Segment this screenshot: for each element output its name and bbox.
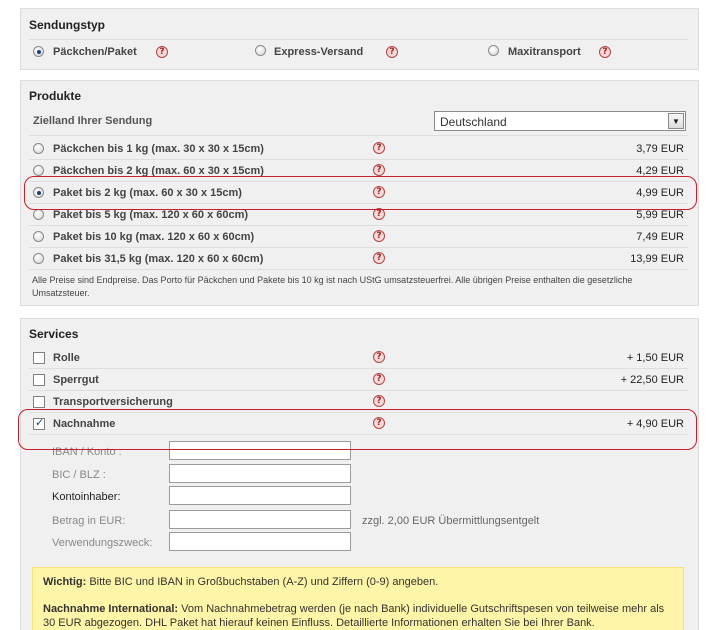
product-radio[interactable] xyxy=(33,231,44,242)
service-price: + 4,90 EUR xyxy=(626,418,684,430)
help-icon[interactable]: ? xyxy=(373,208,385,220)
service-price: + 1,50 EUR xyxy=(626,352,684,364)
country-row xyxy=(29,108,688,136)
help-icon[interactable]: ? xyxy=(373,164,385,176)
product-price: 4,99 EUR xyxy=(636,187,684,199)
product-price: 4,29 EUR xyxy=(636,165,684,177)
product-radio[interactable] xyxy=(33,165,44,176)
notice-international xyxy=(43,602,673,630)
sendungstyp-radio-maxi[interactable] xyxy=(488,45,499,56)
country-select[interactable] xyxy=(434,111,686,131)
product-radio[interactable] xyxy=(33,253,44,264)
service-price: + 22,50 EUR xyxy=(620,374,684,386)
product-label: Paket bis 5 kg (max. 120 x 60 x 60cm) xyxy=(53,209,249,221)
highlight-nachnahme xyxy=(18,409,697,450)
help-icon[interactable]: ? xyxy=(373,395,385,407)
service-checkbox[interactable] xyxy=(33,374,45,386)
service-label: Rolle xyxy=(53,352,80,364)
bic-label: BIC / BLZ : xyxy=(52,469,106,481)
notice-international-text: Vom Nachnahmebetrag werden (je nach Bank) individuelle Gutschriftspesen von teilweise mehr als 30 EUR abgezogen. DHL Paket hat hierauf keinen Einfluss. Detaillierte Informationen erhalten Sie bei Ihrer Bank. xyxy=(43,603,665,629)
service-row[interactable] xyxy=(29,369,688,391)
product-price: 3,79 EUR xyxy=(636,143,684,155)
notice-wichtig-text: Bitte BIC und IBAN in Großbuchstaben (A-Z) und Ziffern (0-9) angeben. xyxy=(86,576,439,588)
kontoinhaber-label: Kontoinhaber: xyxy=(52,491,121,503)
help-icon[interactable]: ? xyxy=(373,142,385,154)
service-checkbox[interactable] xyxy=(33,352,45,364)
price-note-line1: Alle Preise sind Endpreise. Das Porto für Päckchen und Pakete bis 10 kg ist nach UStG umsatzsteuerfrei. Alle übrigen Preise enthalten die gesetzliche xyxy=(32,275,633,285)
kontoinhaber-input[interactable] xyxy=(169,486,351,505)
country-select-value: Deutschland xyxy=(440,115,507,129)
product-price: 13,99 EUR xyxy=(630,253,684,265)
help-icon[interactable]: ? xyxy=(373,373,385,385)
betrag-hint: zzgl. 2,00 EUR Übermittlungsentgelt xyxy=(362,515,540,527)
product-label: Päckchen bis 1 kg (max. 30 x 30 x 15cm) xyxy=(53,143,264,155)
product-label: Paket bis 2 kg (max. 60 x 30 x 15cm) xyxy=(53,187,242,199)
sendungstyp-radio-paket[interactable] xyxy=(33,46,44,57)
service-label: Sperrgut xyxy=(53,374,99,386)
verwendungszweck-label: Verwendungszweck: xyxy=(52,537,153,549)
sendungstyp-panel xyxy=(20,8,699,70)
produkte-title: Produkte xyxy=(29,89,82,103)
iban-label: IBAN / Konto : xyxy=(52,446,122,458)
service-label: Nachnahme xyxy=(53,418,116,430)
help-icon[interactable]: ? xyxy=(373,186,385,198)
notice-wichtig-title: Wichtig: xyxy=(43,576,87,588)
help-icon[interactable]: ? xyxy=(373,230,385,242)
country-label: Zielland Ihrer Sendung xyxy=(33,115,153,127)
product-label: Paket bis 10 kg (max. 120 x 60 x 60cm) xyxy=(53,231,255,243)
help-icon[interactable]: ? xyxy=(373,351,385,363)
product-label: Paket bis 31,5 kg (max. 120 x 60 x 60cm) xyxy=(53,253,264,265)
product-price: 7,49 EUR xyxy=(636,231,684,243)
help-icon[interactable]: ? xyxy=(373,252,385,264)
product-row[interactable] xyxy=(29,226,688,248)
highlight-paket-2kg xyxy=(24,176,697,210)
product-row[interactable] xyxy=(29,138,688,160)
betrag-input[interactable] xyxy=(169,510,351,529)
help-icon[interactable]: ? xyxy=(386,46,398,58)
service-checkbox[interactable] xyxy=(33,396,45,408)
help-icon[interactable]: ? xyxy=(373,417,385,429)
price-note-line2: Umsatzsteuer. xyxy=(32,288,90,298)
product-radio[interactable] xyxy=(33,143,44,154)
sendungstyp-radio-express[interactable] xyxy=(255,45,266,56)
product-label: Päckchen bis 2 kg (max. 60 x 30 x 15cm) xyxy=(53,165,264,177)
help-icon[interactable]: ? xyxy=(156,46,168,58)
product-radio[interactable] xyxy=(33,209,44,220)
sendungstyp-title: Sendungstyp xyxy=(29,18,106,32)
sendungstyp-divider xyxy=(29,39,688,40)
sendungstyp-label-maxi[interactable]: Maxitransport xyxy=(508,46,581,58)
sendungstyp-label-paket[interactable]: Päckchen/Paket xyxy=(53,46,137,58)
chevron-down-icon[interactable]: ▼ xyxy=(668,113,684,129)
product-row[interactable] xyxy=(29,248,688,270)
service-label: Transportversicherung xyxy=(53,396,173,408)
services-title: Services xyxy=(29,327,79,341)
verwendungszweck-input[interactable] xyxy=(169,532,351,551)
notice-international-title: Nachnahme International: xyxy=(43,603,179,615)
nachnahme-notice xyxy=(32,567,684,630)
notice-wichtig xyxy=(43,575,673,589)
product-price: 5,99 EUR xyxy=(636,209,684,221)
betrag-label: Betrag in EUR: xyxy=(52,515,126,527)
bic-input[interactable] xyxy=(169,464,351,483)
service-row[interactable] xyxy=(29,347,688,369)
help-icon[interactable]: ? xyxy=(599,46,611,58)
sendungstyp-label-express[interactable]: Express-Versand xyxy=(274,46,364,58)
